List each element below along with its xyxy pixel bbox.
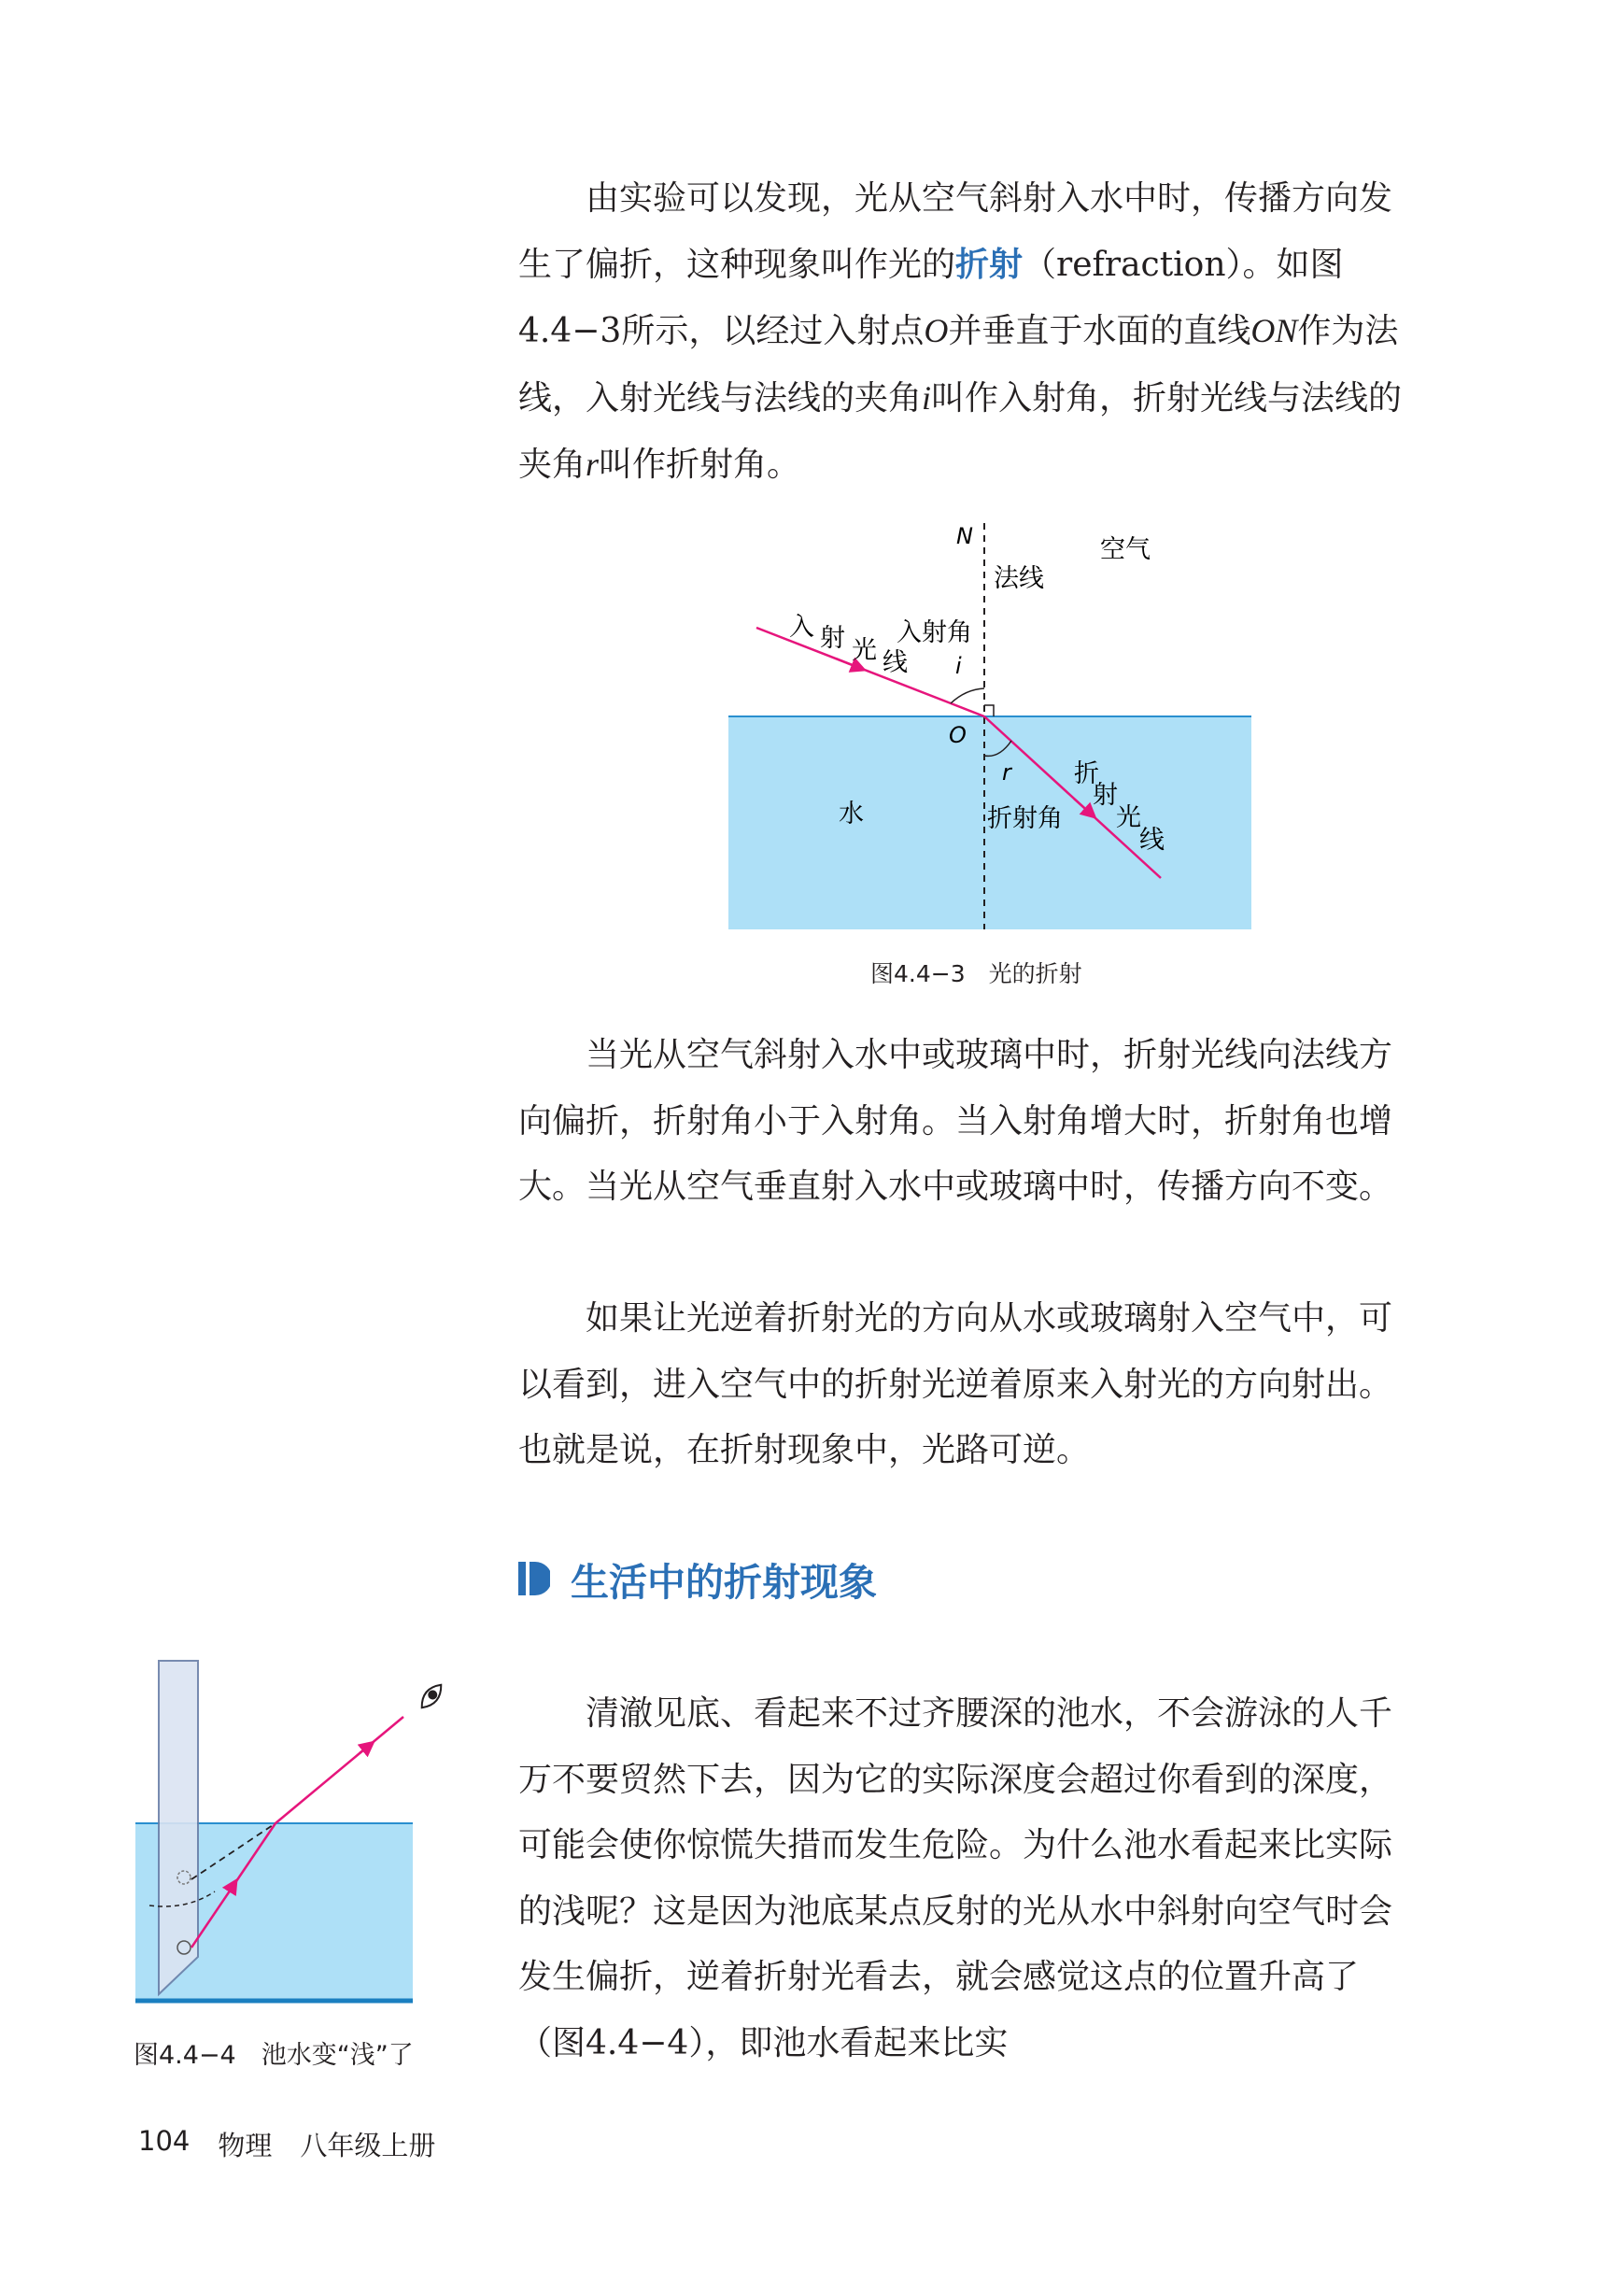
p1-var-O: O bbox=[924, 312, 949, 349]
label-refracted-3: 光 bbox=[1116, 803, 1141, 832]
label-refracted-4: 线 bbox=[1139, 826, 1165, 855]
paragraph-pool-depth: 清澈见底、看起来不过齐腰深的池水，不会游泳的人千万不要贸然下去，因为它的实际深度会超过你看到的深度，可能会使你惊慌失措而发生危险。为什么池水看起来比实际的浅呢？这是因为池底某点反射的光从水中斜射向空气时会发生偏折，逆着折射光看去，就会感觉这点的位置升高了（图4.4−4），即池水看起来比实 bbox=[518, 1694, 1393, 2062]
label-incident-3: 光 bbox=[852, 636, 877, 665]
p1-var-r: r bbox=[586, 446, 600, 483]
p1-text-b: （refraction）。如图4.4−3所示，以经过入射点 bbox=[518, 245, 1344, 350]
p1-text-e: 叫作入射角，折射光线与法线的夹角 bbox=[518, 378, 1403, 484]
air-ray-arrow bbox=[360, 1746, 369, 1753]
label-incident-2: 射 bbox=[820, 624, 845, 653]
p1-text-f: 叫作折射角。 bbox=[599, 446, 801, 484]
label-N: N bbox=[956, 523, 973, 549]
section-title: 生活中的折射现象 bbox=[571, 1559, 877, 1605]
figure-caption-4-4-3: 图4.4−3 光的折射 bbox=[870, 960, 1082, 987]
label-i: i bbox=[955, 653, 962, 679]
paragraph-refraction-rules: 当光从空气斜射入水中或玻璃中时，折射光线向法线方向偏折，折射角小于入射角。当入射角增大时，折射角也增大。当光从空气垂直射入水中或玻璃中时，传播方向不变。 bbox=[518, 1036, 1393, 1206]
p1-text-c: 并垂直于水面的直线 bbox=[948, 312, 1251, 350]
label-water: 水 bbox=[839, 800, 864, 829]
label-incidence-angle: 入射角 bbox=[897, 618, 972, 647]
incidence-angle-arc bbox=[951, 688, 984, 703]
term-refraction: 折射 bbox=[955, 245, 1024, 284]
p1-var-i: i bbox=[922, 378, 932, 417]
p1-var-ON: ON bbox=[1250, 312, 1298, 349]
label-air: 空气 bbox=[1100, 535, 1151, 564]
label-refracted-2: 射 bbox=[1093, 781, 1118, 810]
book-grade: 八年级上册 bbox=[300, 2130, 436, 2161]
paragraph-refraction-definition bbox=[518, 166, 1422, 499]
eye-icon bbox=[417, 1680, 445, 1712]
label-r: r bbox=[1002, 759, 1011, 786]
label-incident-1: 入 bbox=[789, 613, 814, 642]
label-normal: 法线 bbox=[994, 564, 1044, 593]
figure-pool-shallower bbox=[131, 1653, 462, 2018]
p1-text-d: 作为法线，入射光线与法线的夹角 bbox=[518, 312, 1399, 418]
page-number: 104 bbox=[138, 2125, 191, 2157]
book-subject: 物理 bbox=[218, 2130, 273, 2161]
label-incident-4: 线 bbox=[883, 648, 908, 677]
label-refraction-angle: 折射角 bbox=[987, 804, 1063, 833]
section-marker-icon bbox=[518, 1560, 550, 1597]
label-O: O bbox=[949, 722, 967, 748]
label-refracted-1: 折 bbox=[1074, 759, 1099, 788]
right-angle-marker bbox=[984, 705, 994, 716]
p1-text-a: 由实验可以发现，光从空气斜射入水中时，传播方向发生了偏折，这种现象叫作光的 bbox=[518, 179, 1393, 284]
page-footer bbox=[138, 2125, 435, 2163]
figure-refraction-diagram bbox=[728, 509, 1270, 948]
paragraph-reversible-path: 如果让光逆着折射光的方向从水或玻璃射入空气中，可以看到，进入空气中的折射光逆着原来入射光的方向射出。也就是说，在折射现象中，光路可逆。 bbox=[518, 1299, 1393, 1469]
figure-caption-4-4-4: 图4.4−4 池水变“浅”了 bbox=[134, 2041, 414, 2070]
air-ray bbox=[275, 1717, 403, 1823]
section-heading bbox=[518, 1551, 877, 1607]
